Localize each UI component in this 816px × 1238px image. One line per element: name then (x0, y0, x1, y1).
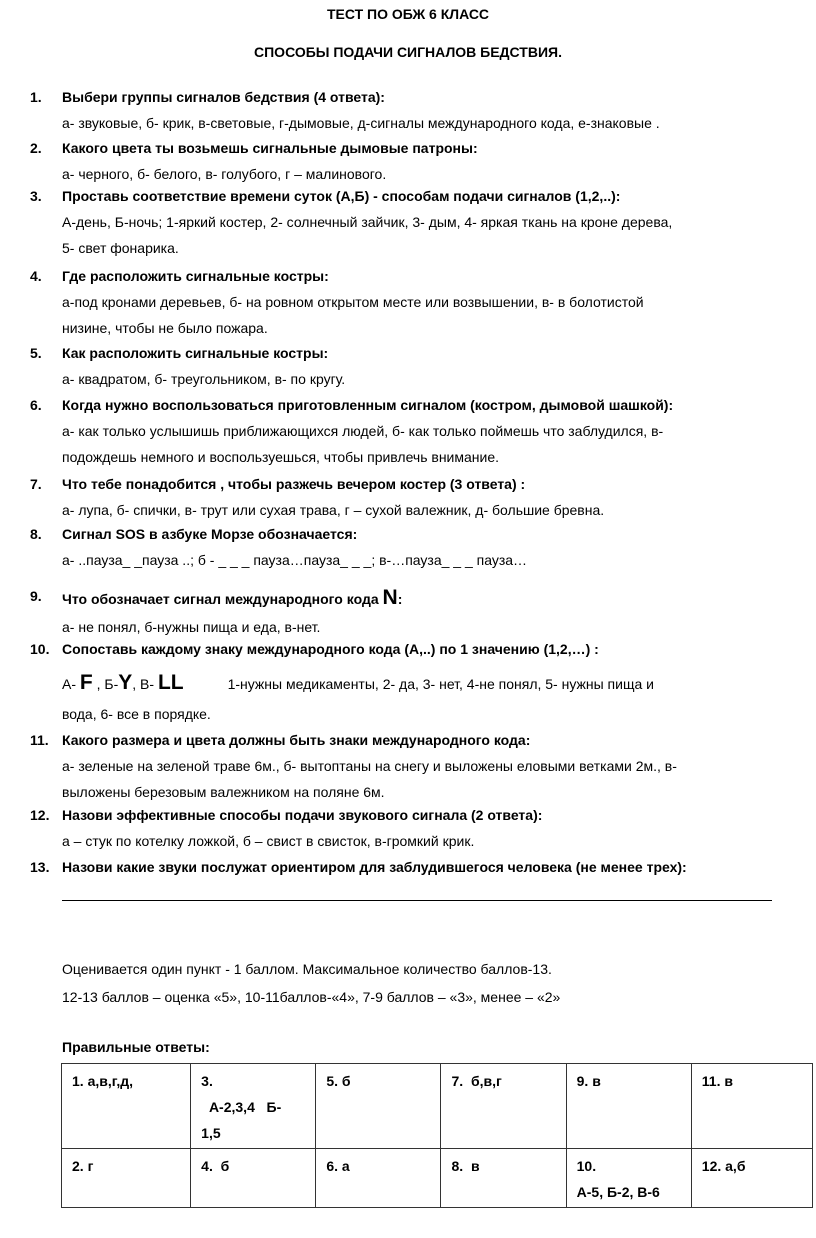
answer-options-line: подождешь немного и воспользуешься, чтобы привлечь внимание. (62, 449, 500, 465)
answer-text: 9. в (576, 1073, 601, 1089)
answer-text: 10. (576, 1158, 597, 1174)
answer-cell (441, 1149, 566, 1208)
grading-line-2: 12-13 баллов – оценка «5», 10-11баллов-«4», 7-9 баллов – «3», менее – «2» (62, 989, 561, 1005)
question-8 (30, 521, 810, 573)
question-text: Какого цвета ты возьмешь сигнальные дымовые патроны: (62, 140, 478, 156)
answers-row (62, 1064, 813, 1149)
answer-text: 2. г (72, 1158, 94, 1174)
sign-b-label: , Б- (92, 676, 119, 692)
question-number: 3. (30, 188, 42, 204)
answer-cell (566, 1064, 691, 1149)
answer-options-line: а- как только услышишь приближающихся людей, б- как только поймешь что заблудился, в- (62, 423, 664, 439)
question-4 (30, 263, 810, 341)
question-text: Где расположить сигнальные костры: (62, 268, 329, 284)
question-number: 4. (30, 268, 42, 284)
question-number: 2. (30, 140, 42, 156)
question-number: 12. (30, 807, 50, 823)
answer-cell (191, 1149, 316, 1208)
question-text: Выбери группы сигналов бедствия (4 ответа): (62, 89, 385, 105)
answer-text: 1. а,в,г,д, (72, 1073, 134, 1089)
question-9 (30, 583, 810, 640)
question-6 (30, 392, 810, 470)
answer-line-13[interactable] (62, 900, 772, 901)
answer-options-line: а-под кронами деревьев, б- на ровном открытом месте или возвышении, в- в болотистой (62, 294, 644, 310)
answer-options-line: а- лупа, б- спички, в- трут или сухая трава, г – сухой валежник, д- большие бревна. (62, 502, 605, 518)
question-text: Сопоставь каждому знаку международного кода (А,..) по 1 значению (1,2,…) : (62, 641, 599, 657)
answer-cell (691, 1149, 812, 1208)
answer-cell (566, 1149, 691, 1208)
answer-options-line: низине, чтобы не было пожара. (62, 320, 268, 336)
answer-text: 5. б (326, 1073, 351, 1089)
question-text: Назови какие звуки послужат ориентиром для заблудившегося человека (не менее трех): (62, 859, 687, 875)
question-number: 8. (30, 526, 42, 542)
answers-row (62, 1149, 813, 1208)
answer-options-line: а – стук по котелку ложкой, б – свист в свисток, в-громкий крик. (62, 833, 475, 849)
question-text: Назови эффективные способы подачи звукового сигнала (2 ответа): (62, 807, 543, 823)
answer-options-line: а- зеленые на зеленой траве 6м., б- вытоптаны на снегу и выложены еловыми ветками 2м., в- (62, 758, 677, 774)
question-11 (30, 727, 810, 805)
question-10 (30, 636, 810, 727)
answer-options-line: а- черного, б- белого, в- голубого, г – малинового. (62, 166, 387, 182)
answer-options-line: вода, 6- все в порядке. (62, 706, 211, 722)
sign-a: F (79, 671, 93, 694)
answer-text: 4. б (201, 1158, 230, 1174)
answer-options-line: а- квадратом, б- треугольником, в- по кругу. (62, 371, 346, 387)
question-7 (30, 471, 810, 523)
grading-line-1: Оценивается один пункт - 1 баллом. Максимальное количество баллов-13. (62, 961, 552, 977)
document-title: ТЕСТ ПО ОБЖ 6 КЛАСС (326, 6, 490, 22)
question-13 (30, 854, 810, 880)
answer-options-line: 5- свет фонарика. (62, 240, 179, 256)
answer-options-line: выложены березовым валежником на поляне 6м. (62, 784, 385, 800)
answer-cell (191, 1064, 316, 1149)
sign-c-label: , В- (132, 676, 158, 692)
answer-text: 8. в (451, 1158, 480, 1174)
question-text-end: : (397, 591, 403, 607)
answer-text: 3. (201, 1073, 213, 1089)
answer-text: 7. б,в,г (451, 1073, 502, 1089)
answer-options-line: а- звуковые, б- крик, в-световые, г-дымовые, д-сигналы международного кода, е-знаковые . (62, 115, 660, 131)
document-subtitle: СПОСОБЫ ПОДАЧИ СИГНАЛОВ БЕДСТВИЯ. (254, 44, 562, 60)
question-text: Когда нужно воспользоваться приготовленным сигналом (костром, дымовой шашкой): (62, 397, 674, 413)
question-number: 5. (30, 345, 42, 361)
answer-text: 6. а (326, 1158, 350, 1174)
question-number: 1. (30, 89, 42, 105)
answer-options-line: а- не понял, б-нужны пища и еда, в-нет. (62, 619, 321, 635)
answer-cell (62, 1149, 191, 1208)
sign-c: LL (157, 671, 184, 694)
sign-a-label: А- (62, 676, 80, 692)
sign-b: Y (118, 671, 133, 694)
question-number: 6. (30, 397, 42, 413)
answer-cell (691, 1064, 812, 1149)
question-number: 11. (30, 732, 49, 748)
answer-text: А-5, Б-2, В-6 (576, 1184, 660, 1200)
answers-title: Правильные ответы: (62, 1039, 210, 1055)
question-text: Что обозначает сигнал международного кода (62, 591, 383, 607)
meanings-text: 1-нужны медикаменты, 2- да, 3- нет, 4-не понял, 5- нужны пища и (227, 676, 654, 692)
question-3 (30, 183, 810, 261)
question-text: Проставь соответствие времени суток (А,Б) - способам подачи сигналов (1,2,..): (62, 188, 621, 204)
answers-table (61, 1063, 813, 1208)
question-12 (30, 802, 810, 854)
question-text: Сигнал SOS в азбуке Морзе обозначается: (62, 526, 358, 542)
answer-cell (316, 1064, 441, 1149)
answer-options-line: А-день, Б-ночь; 1-яркий костер, 2- солнечный зайчик, 3- дым, 4- яркая ткань на кроне дерева, (62, 214, 673, 230)
question-number: 9. (30, 588, 42, 604)
answer-cell (316, 1149, 441, 1208)
question-number: 7. (30, 476, 42, 492)
question-number: 10. (30, 641, 50, 657)
question-2 (30, 135, 810, 187)
answer-text: А-2,3,4 Б- (201, 1099, 282, 1115)
answer-text: 12. а,б (701, 1158, 746, 1174)
answer-text: 1,5 (201, 1125, 221, 1141)
question-text: Как расположить сигнальные костры: (62, 345, 329, 361)
question-text: Что тебе понадобится , чтобы разжечь вечером костер (3 ответа) : (62, 476, 526, 492)
answer-cell (62, 1064, 191, 1149)
code-letter: N (382, 586, 398, 609)
question-5 (30, 340, 810, 392)
question-text: Какого размера и цвета должны быть знаки международного кода: (62, 732, 531, 748)
answer-options-line: а- ..пауза_ _пауза ..; б - _ _ _ пауза…пауза_ _ _; в-…пауза_ _ _ пауза… (62, 552, 528, 568)
question-1 (30, 84, 810, 136)
answer-text: 11. в (701, 1073, 733, 1089)
question-number: 13. (30, 859, 50, 875)
answer-cell (441, 1064, 566, 1149)
